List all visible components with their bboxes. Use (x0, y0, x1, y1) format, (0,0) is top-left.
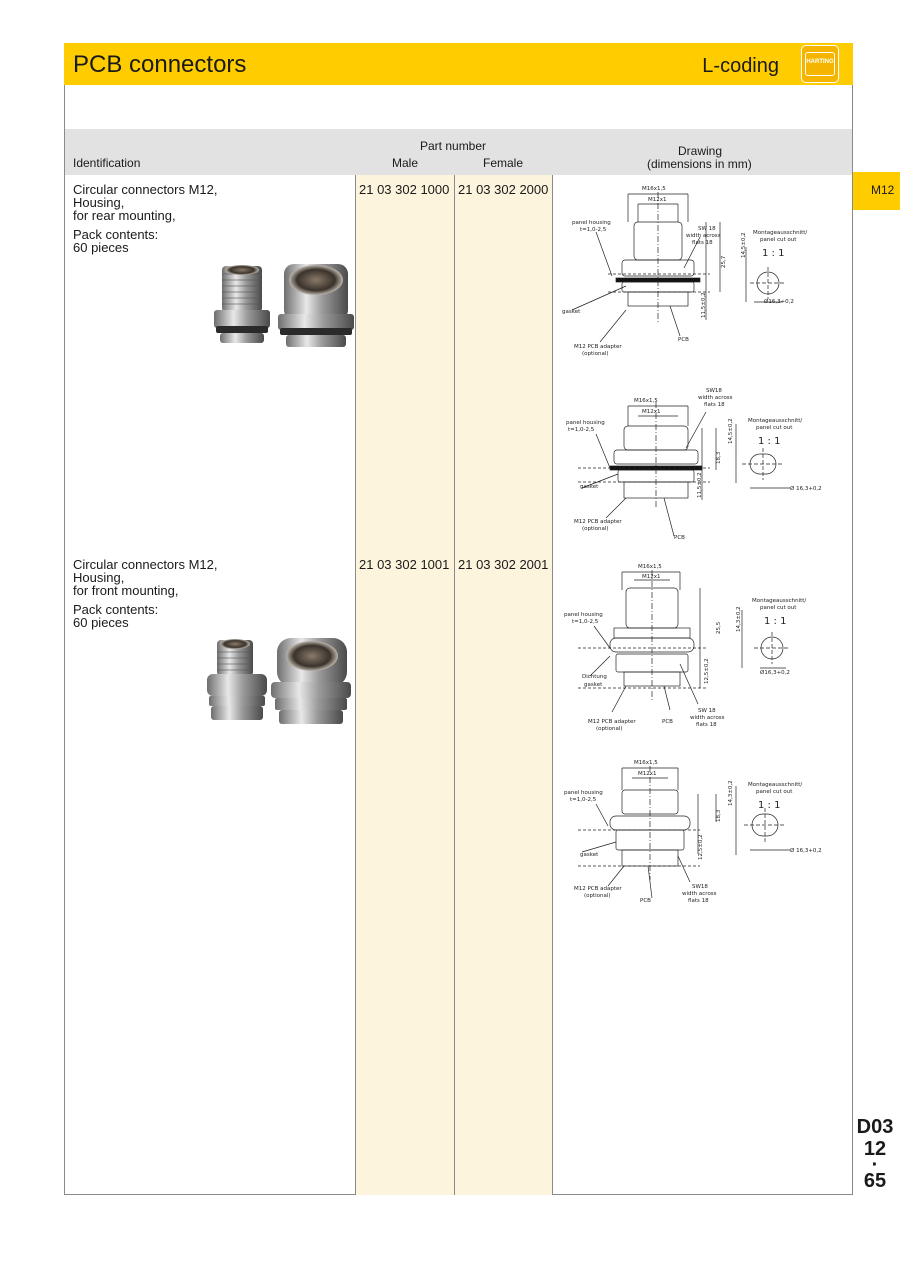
d2-t: t=1,0-2,5 (568, 427, 595, 433)
d4-scale: 1 : 1 (758, 800, 781, 811)
d2-cut1: Montageausschnitt/ (748, 418, 803, 424)
page-number: 65 (863, 1170, 887, 1192)
row1-male-part-number: 21 03 302 1000 (359, 182, 450, 197)
d1-sw3: flats 18 (692, 240, 713, 246)
d2-sw: SW18 (706, 388, 722, 394)
d4-panel: panel housing (564, 790, 603, 796)
female-column-bg (455, 175, 552, 1195)
d2-adapter1: M12 PCB adapter (574, 519, 622, 525)
column-divider (552, 175, 553, 1195)
d2-dia: Ø 16,3+0,2 (790, 486, 822, 492)
row2-line2: Housing, (73, 570, 125, 585)
page-number-block (852, 1116, 898, 1192)
row1-line3: for rear mounting, (73, 208, 176, 223)
coding-label: L-coding (702, 55, 779, 77)
d2-scale: 1 : 1 (758, 436, 781, 447)
header-female: Female (483, 156, 524, 170)
d2-panel: panel housing (566, 420, 605, 426)
d1-scale: 1 : 1 (762, 248, 785, 259)
row2-male-part-number: 21 03 302 1001 (359, 557, 450, 572)
row1-identification (73, 183, 218, 254)
d4-h1: 18,3 (716, 809, 722, 822)
technical-drawing-1 (560, 182, 820, 362)
d3-cut1: Montageausschnitt/ (752, 598, 807, 604)
d1-m12: M12x1 (648, 197, 667, 203)
d3-dia: Ø16,3+0,2 (760, 670, 790, 676)
d4-sw3: flats 18 (688, 898, 709, 904)
d1-m16: M16x1,5 (642, 186, 666, 192)
row2-pack-value: 60 pieces (73, 615, 129, 630)
d4-sw2: width across (682, 891, 717, 897)
d3-h1: 25,5 (716, 621, 722, 634)
d1-pcb: PCB (678, 337, 689, 343)
technical-drawing-4 (560, 760, 830, 915)
d2-m16: M16x1,5 (634, 398, 658, 404)
d4-h2: 12,5±0,2 (698, 834, 704, 860)
d3-adapter2: (optional) (596, 726, 623, 732)
d3-gasket1: Dichtung (582, 674, 607, 680)
d1-adapter1: M12 PCB adapter (574, 344, 622, 350)
d2-h3: 14,5±0,2 (728, 418, 734, 444)
page-dot: · (871, 1154, 879, 1176)
d1-sw: SW 18 (698, 226, 716, 232)
row2-female-part-number: 21 03 302 2001 (458, 557, 549, 572)
d4-adapter2: (optional) (584, 893, 611, 899)
d3-pcb: PCB (662, 719, 673, 725)
d1-panel: panel housing (572, 220, 611, 226)
row1-line2: Housing, (73, 195, 125, 210)
male-column-bg (356, 175, 454, 1195)
harting-logo (801, 45, 839, 83)
technical-drawing-3 (560, 560, 830, 740)
side-tab (853, 172, 900, 210)
d4-t: t=1,0-2,5 (570, 797, 597, 803)
header-drawing-unit: (dimensions in mm) (647, 157, 752, 171)
d3-m12: M12x1 (642, 574, 661, 580)
d2-pcb: PCB (674, 535, 685, 541)
technical-drawing-2 (560, 388, 830, 543)
row1-pack-label: Pack contents: (73, 227, 159, 242)
d3-h2: 12,5±0,2 (704, 658, 710, 684)
d3-sw3: flats 18 (696, 722, 717, 728)
d2-h2: 11,5±0,2 (697, 472, 703, 498)
logo-text: HARTING (806, 59, 834, 65)
d3-cut2: panel cut out (760, 605, 797, 611)
d3-gasket: gasket (584, 682, 603, 688)
d3-sw: SW 18 (698, 708, 716, 714)
header-part-number: Part number (420, 139, 487, 153)
d2-sw3: flats 18 (704, 402, 725, 408)
d1-cut2: panel cut out (760, 237, 797, 243)
row1-pack-value: 60 pieces (73, 240, 129, 255)
side-tab-label: M12 (871, 183, 895, 197)
d1-dia: Ø16,3+0,2 (764, 299, 794, 305)
d1-cut1: Montageausschnitt/ (753, 230, 808, 236)
header-banner (64, 43, 853, 85)
row1-female-part-number: 21 03 302 2000 (458, 182, 549, 197)
d1-h1: 25,7 (721, 255, 727, 268)
row2-line1: Circular connectors M12, (73, 557, 218, 572)
header-male: Male (392, 156, 419, 170)
page-chapter: 12 (863, 1138, 887, 1160)
d4-cut1: Montageausschnitt/ (748, 782, 803, 788)
d4-h3: 14,3±0,2 (728, 780, 734, 806)
row2-line3: for front mounting, (73, 583, 179, 598)
d4-sw: SW18 (692, 884, 708, 890)
product-photo-front (205, 636, 355, 728)
d3-m16: M16x1,5 (638, 564, 662, 570)
d3-adapter1: M12 PCB adapter (588, 719, 636, 725)
d3-t: t=1,0-2,5 (572, 619, 599, 625)
d1-h2: 11,5±0,2 (701, 292, 707, 318)
d2-h1: 18,3 (716, 451, 722, 464)
page-title: PCB connectors (73, 51, 247, 78)
d3-scale: 1 : 1 (764, 616, 787, 627)
header-drawing: Drawing (678, 144, 723, 158)
table-header (65, 129, 852, 175)
d4-adapter1: M12 PCB adapter (574, 886, 622, 892)
d1-gasket: gasket (562, 309, 581, 315)
d1-h3: 14,5±0,2 (741, 232, 747, 258)
d2-cut2: panel cut out (756, 425, 793, 431)
column-divider (355, 175, 356, 1195)
d1-adapter2: (optional) (582, 351, 609, 357)
d2-sw2: width across (698, 395, 733, 401)
header-identification: Identification (73, 156, 141, 170)
d2-m12: M12x1 (642, 409, 661, 415)
d3-panel: panel housing (564, 612, 603, 618)
page-section: D03 (856, 1116, 894, 1138)
d4-cut2: panel cut out (756, 789, 793, 795)
row2-identification (73, 558, 218, 629)
d3-sw2: width across (690, 715, 725, 721)
column-divider (454, 175, 455, 1195)
row2-pack-label: Pack contents: (73, 602, 159, 617)
product-photo-rear (208, 260, 354, 352)
d4-dia: Ø 16,3+0,2 (790, 848, 822, 854)
d2-gasket: gasket (580, 484, 599, 490)
d1-sw2: width across (686, 233, 721, 239)
d1-t: t=1,0-2,5 (580, 227, 607, 233)
d4-gasket: gasket (580, 852, 599, 858)
d4-m16: M16x1,5 (634, 760, 658, 766)
d2-adapter2: (optional) (582, 526, 609, 532)
row1-line1: Circular connectors M12, (73, 182, 218, 197)
d4-m12: M12x1 (638, 771, 657, 777)
d4-pcb: PCB (640, 898, 651, 904)
d3-h3: 14,3±0,2 (736, 606, 742, 632)
